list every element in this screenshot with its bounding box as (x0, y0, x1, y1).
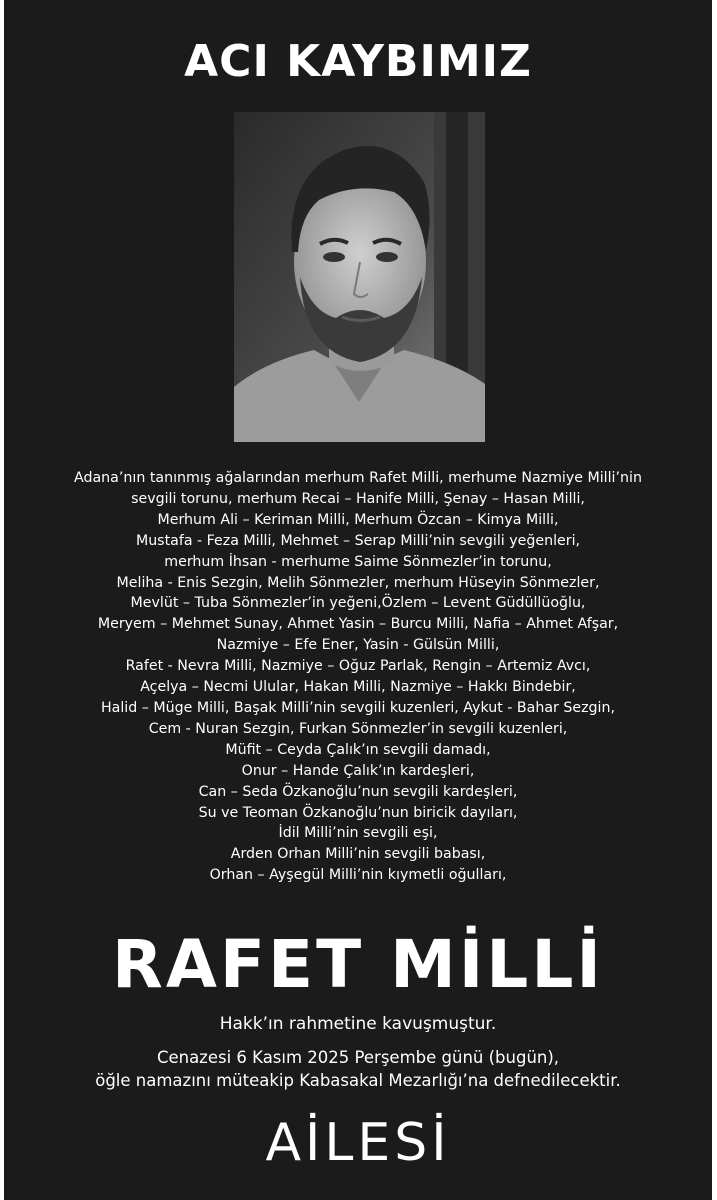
obituary-line: merhum İhsan - merhume Saime Sönmezler’in torunu, (164, 553, 552, 570)
obituary-line: Can – Seda Özkanoğlu’nun sevgili kardeşleri, (198, 783, 518, 800)
obituary-line: Açelya – Necmi Ulular, Hakan Milli, Nazmiye – Hakkı Bindebir, (140, 679, 576, 696)
deceased-name: RAFET MİLLİ (112, 926, 604, 1003)
obituary-line: Onur – Hande Çalık’ın kardeşleri, (241, 762, 475, 779)
obituary-line: Mustafa - Feza Milli, Mehmet – Serap Milli’nin sevgili yeğenleri, (135, 532, 581, 549)
obituary-line: Orhan – Ayşegül Milli’nin kıymetli oğulları, (209, 867, 507, 884)
obituary-line: Meryem – Mehmet Sunay, Ahmet Yasin – Burcu Milli, Nafia – Ahmet Afşar, (97, 616, 619, 633)
portrait-photo (234, 112, 485, 442)
family-signature: AİLESİ (265, 1113, 451, 1173)
obituary-line: Adana’nın tanınmış ağalarından merhum Rafet Milli, merhume Nazmiye Milli’nin (74, 470, 642, 486)
obituary-line: Arden Orhan Milli’nin sevgili babası, (230, 846, 486, 863)
obituary-line: Halid – Müge Milli, Başak Milli’nin sevgili kuzenleri, Aykut - Bahar Sezgin, (100, 699, 616, 716)
notice-title: ACI KAYBIMIZ (184, 36, 532, 87)
obituary-line: Mevlüt – Tuba Sönmezler’in yeğeni,Özlem – Levent Güdüllüoğlu, (130, 595, 586, 612)
funeral-line-place: öğle namazını müteakip Kabasakal Mezarlığı’na defnedilecektir. (95, 1071, 621, 1090)
obituary-line: Merhum Ali – Keriman Milli, Merhum Özcan – Kimya Milli, (157, 511, 559, 528)
portrait-photo-icon (234, 112, 485, 442)
funeral-info (4, 1046, 712, 1092)
obituary-line: Meliha - Enis Sezgin, Melih Sönmezler, merhum Hüseyin Sönmezler, (116, 574, 600, 591)
obituary-line: Su ve Teoman Özkanoğlu’nun biricik dayıları, (198, 804, 518, 821)
obituary-line: İdil Milli’nin sevgili eşi, (278, 825, 438, 842)
funeral-line-date: Cenazesi 6 Kasım 2025 Perşembe günü (bugün), (156, 1048, 560, 1067)
passed-away-text: Hakk’ın rahmetine kavuşmuştur. (219, 1014, 497, 1034)
obituary-line: Cem - Nuran Sezgin, Furkan Sönmezler’in sevgili kuzenleri, (148, 720, 568, 737)
obituary-line: sevgili torunu, merhum Recai – Hanife Milli, Şenay – Hasan Milli, (131, 490, 585, 507)
obituary-text (14, 468, 702, 886)
obituary-notice (4, 0, 712, 1200)
obituary-line: Müfit – Ceyda Çalık’ın sevgili damadı, (225, 741, 491, 758)
obituary-line: Rafet - Nevra Milli, Nazmiye – Oğuz Parlak, Rengin – Artemiz Avcı, (125, 658, 591, 675)
obituary-line: Nazmiye – Efe Ener, Yasin - Gülsün Milli, (216, 637, 500, 654)
